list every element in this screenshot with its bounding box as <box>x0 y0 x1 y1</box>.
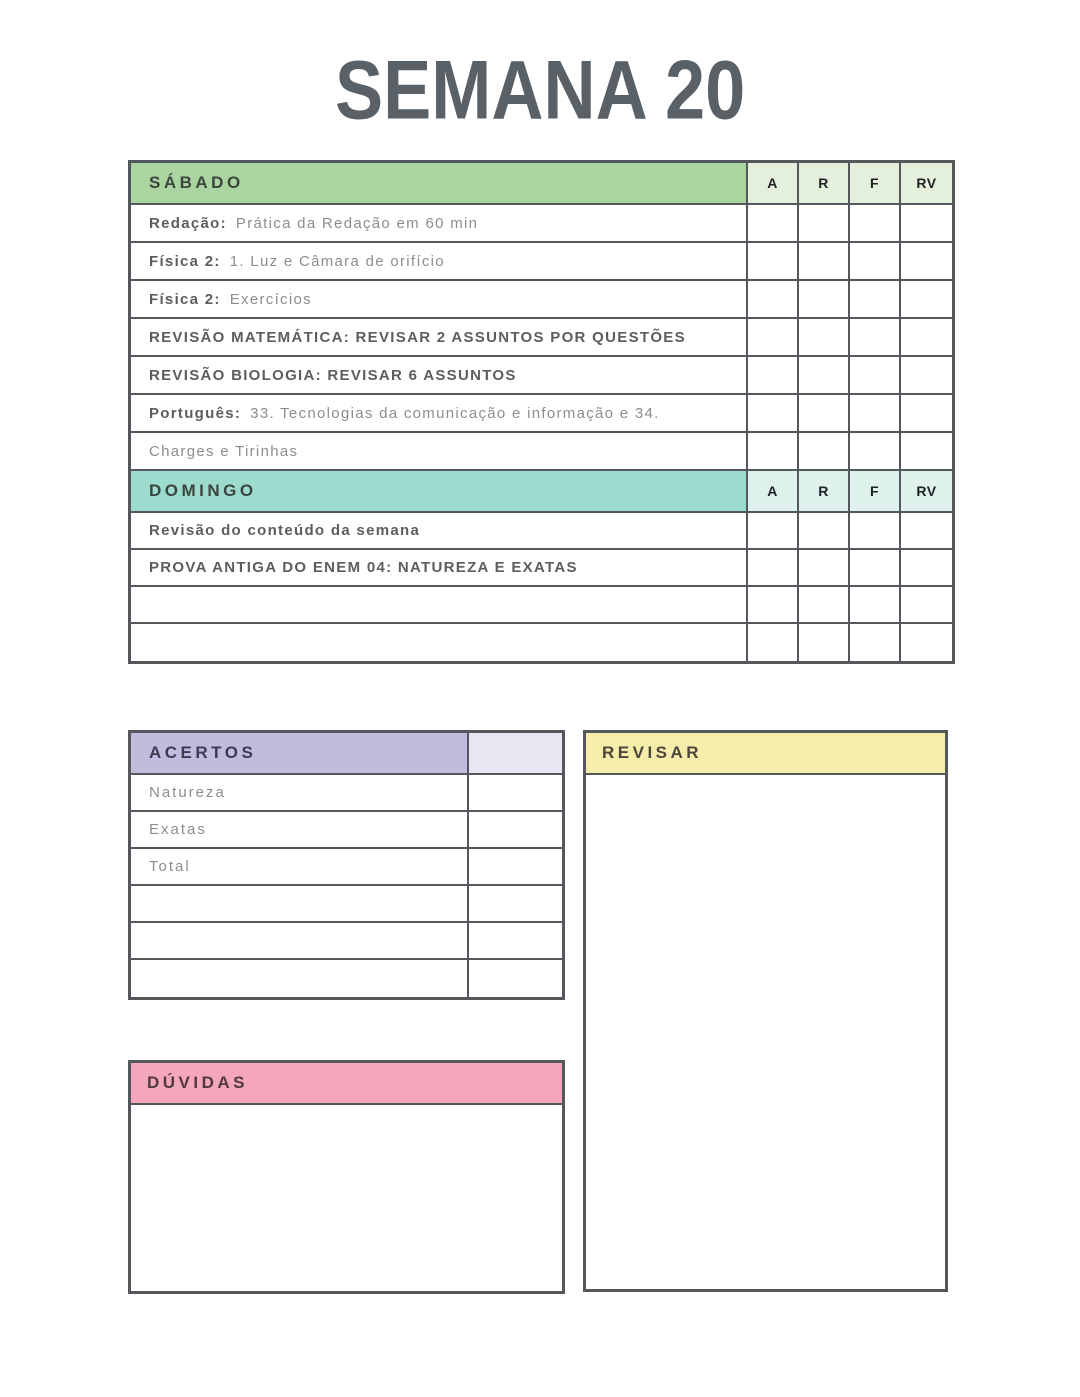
task-cell <box>131 243 748 279</box>
duvidas-notes-area[interactable] <box>131 1105 562 1291</box>
task-subject: Revisão do conteúdo da semana <box>149 522 421 539</box>
check-cell-r[interactable] <box>799 624 850 661</box>
acertos-row-empty-1 <box>131 886 562 923</box>
revisar-box <box>583 730 948 1292</box>
task-cell <box>131 357 748 393</box>
check-cell-a[interactable] <box>748 357 799 393</box>
task-row-saturday-4 <box>131 319 952 357</box>
acertos-row-total <box>131 849 562 886</box>
check-cell-r[interactable] <box>799 433 850 469</box>
saturday-header-cell <box>131 163 748 203</box>
task-cell <box>131 281 748 317</box>
check-cell-f[interactable] <box>850 513 901 548</box>
task-row-saturday-5 <box>131 357 952 395</box>
check-cell-rv[interactable] <box>901 395 952 431</box>
page-title: SEMANA 20 <box>334 44 746 137</box>
acertos-value-cell[interactable] <box>469 886 562 921</box>
check-cell-a[interactable] <box>748 513 799 548</box>
check-cell-r[interactable] <box>799 587 850 622</box>
acertos-value-header-cell <box>469 733 562 773</box>
acertos-row-label: Natureza <box>131 775 469 810</box>
task-subject: REVISÃO MATEMÁTICA: REVISAR 2 ASSUNTOS POR QUESTÕES <box>149 328 686 346</box>
task-cell <box>131 205 748 241</box>
acertos-row-label[interactable] <box>131 960 469 997</box>
acertos-row-empty-2 <box>131 923 562 960</box>
revisar-header-row <box>586 733 945 775</box>
task-text: Exercícios <box>229 290 312 308</box>
task-cell[interactable] <box>131 624 748 661</box>
task-text: 33. Tecnologias da comunicação e informação e 34. <box>250 404 660 422</box>
check-cell-rv[interactable] <box>901 513 952 548</box>
task-cell <box>131 513 748 548</box>
check-col-header-r: R <box>799 471 850 511</box>
task-cell <box>131 319 748 355</box>
acertos-header-cell <box>131 733 469 773</box>
revisar-notes-area[interactable] <box>586 775 945 1289</box>
check-cell-rv[interactable] <box>901 550 952 585</box>
check-cell-rv[interactable] <box>901 433 952 469</box>
acertos-label: ACERTOS <box>149 743 257 762</box>
check-cell-rv[interactable] <box>901 281 952 317</box>
acertos-row-label[interactable] <box>131 923 469 958</box>
check-cell-r[interactable] <box>799 395 850 431</box>
check-cell-rv[interactable] <box>901 205 952 241</box>
saturday-label: SÁBADO <box>149 173 244 192</box>
check-cell-r[interactable] <box>799 205 850 241</box>
acertos-row-natureza <box>131 775 562 812</box>
acertos-value-cell[interactable] <box>469 960 562 997</box>
acertos-table <box>128 730 565 1000</box>
sunday-header-cell <box>131 471 748 511</box>
weekly-schedule-table <box>128 160 955 664</box>
acertos-header-row <box>131 733 562 775</box>
task-row-saturday-2 <box>131 243 952 281</box>
check-cell-f[interactable] <box>850 205 901 241</box>
duvidas-box <box>128 1060 565 1294</box>
check-col-header-f: F <box>850 163 901 203</box>
check-cell-a[interactable] <box>748 281 799 317</box>
check-cell-r[interactable] <box>799 550 850 585</box>
task-subject: Física 2: <box>149 252 221 270</box>
task-cell <box>131 433 748 469</box>
check-cell-a[interactable] <box>748 433 799 469</box>
check-cell-r[interactable] <box>799 513 850 548</box>
task-row-saturday-6 <box>131 395 952 433</box>
check-col-header-r: R <box>799 163 850 203</box>
check-cell-a[interactable] <box>748 395 799 431</box>
acertos-row-label: Total <box>131 849 469 884</box>
check-cell-a[interactable] <box>748 550 799 585</box>
check-cell-rv[interactable] <box>901 243 952 279</box>
check-cell-rv[interactable] <box>901 319 952 355</box>
check-col-header-a: A <box>748 163 799 203</box>
check-col-header-rv: RV <box>901 471 952 511</box>
check-cell-r[interactable] <box>799 319 850 355</box>
acertos-row-label[interactable] <box>131 886 469 921</box>
check-cell-f[interactable] <box>850 243 901 279</box>
page-header <box>0 44 1080 138</box>
task-row-sunday-4 <box>131 624 952 661</box>
check-cell-rv[interactable] <box>901 357 952 393</box>
task-subject: Português: <box>149 404 242 422</box>
acertos-row-label: Exatas <box>131 812 469 847</box>
check-col-header-rv: RV <box>901 163 952 203</box>
check-cell-a[interactable] <box>748 624 799 661</box>
check-cell-r[interactable] <box>799 281 850 317</box>
acertos-value-cell[interactable] <box>469 923 562 958</box>
task-row-saturday-1 <box>131 205 952 243</box>
check-cell-r[interactable] <box>799 243 850 279</box>
task-row-sunday-1 <box>131 513 952 550</box>
check-cell-f[interactable] <box>850 395 901 431</box>
check-cell-f[interactable] <box>850 319 901 355</box>
check-cell-f[interactable] <box>850 624 901 661</box>
task-cell <box>131 550 748 585</box>
check-cell-f[interactable] <box>850 357 901 393</box>
acertos-value-cell[interactable] <box>469 849 562 884</box>
task-text: Charges e Tirinhas <box>149 442 299 460</box>
task-row-saturday-3 <box>131 281 952 319</box>
check-cell-a[interactable] <box>748 243 799 279</box>
task-subject: Física 2: <box>149 290 221 308</box>
check-cell-a[interactable] <box>748 205 799 241</box>
acertos-row-empty-3 <box>131 960 562 997</box>
task-row-sunday-3 <box>131 587 952 624</box>
acertos-value-cell[interactable] <box>469 775 562 810</box>
sunday-label: DOMINGO <box>149 481 257 500</box>
task-row-sunday-2 <box>131 550 952 587</box>
saturday-header-row <box>131 163 952 205</box>
acertos-value-cell[interactable] <box>469 812 562 847</box>
task-text: Prática da Redação em 60 min <box>235 214 479 232</box>
check-cell-a[interactable] <box>748 587 799 622</box>
duvidas-header-row <box>131 1063 562 1105</box>
task-text: 1. Luz e Câmara de orifício <box>229 252 445 270</box>
check-cell-rv[interactable] <box>901 624 952 661</box>
acertos-row-exatas <box>131 812 562 849</box>
check-cell-rv[interactable] <box>901 587 952 622</box>
check-cell-r[interactable] <box>799 357 850 393</box>
revisar-label: REVISAR <box>602 743 703 762</box>
check-cell-f[interactable] <box>850 550 901 585</box>
duvidas-label: DÚVIDAS <box>147 1073 249 1092</box>
sunday-header-row <box>131 471 952 513</box>
task-subject: PROVA ANTIGA DO ENEM 04: NATUREZA E EXATAS <box>149 559 578 576</box>
check-col-header-f: F <box>850 471 901 511</box>
check-cell-f[interactable] <box>850 433 901 469</box>
task-row-saturday-7 <box>131 433 952 471</box>
task-cell <box>131 395 748 431</box>
check-cell-f[interactable] <box>850 587 901 622</box>
check-cell-a[interactable] <box>748 319 799 355</box>
task-cell[interactable] <box>131 587 748 622</box>
check-cell-f[interactable] <box>850 281 901 317</box>
check-col-header-a: A <box>748 471 799 511</box>
task-subject: Redação: <box>149 214 227 232</box>
task-subject: REVISÃO BIOLOGIA: REVISAR 6 ASSUNTOS <box>149 366 517 384</box>
